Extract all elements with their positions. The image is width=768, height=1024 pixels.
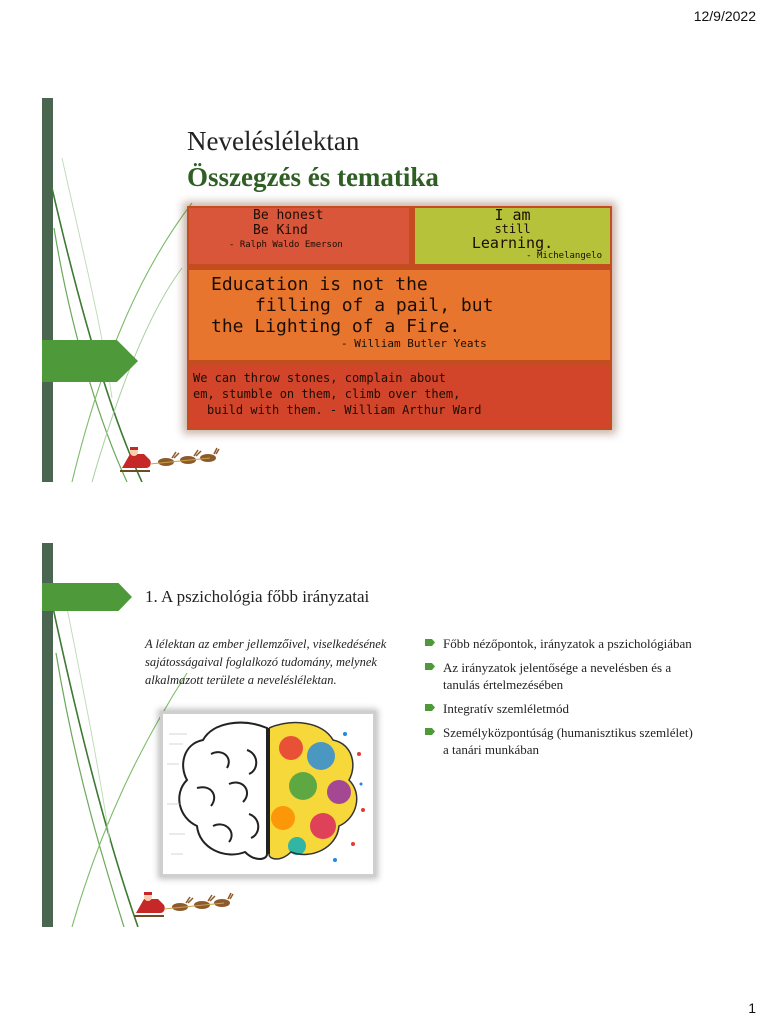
arrow-bullet-icon xyxy=(425,639,435,646)
santa-sleigh-icon xyxy=(134,889,234,921)
page-number: 1 xyxy=(748,1000,756,1016)
quote-box-ward: We can throw stones, complain about em, stumble on them, climb over them, build with them. - William Arthur Ward xyxy=(189,366,610,428)
slide-2 xyxy=(42,543,728,927)
slide-subtitle: Összegzés és tematika xyxy=(187,162,439,192)
date-label: 12/9/2022 xyxy=(693,8,756,24)
list-item: Integratív szemléletmód xyxy=(425,700,695,717)
slide-1 xyxy=(42,98,728,482)
slide-title: 1. A pszichológia főbb irányzatai xyxy=(145,587,370,606)
slide-body-text: A lélektan az ember jellemzőivel, viselkedésének sajátosságaival foglalkozó tudomány, melynek alkalmazott területe a neveléslélektan. xyxy=(145,637,387,687)
list-item: Személyközpontúság (humanisztikus szemlélet) a tanári munkában xyxy=(425,724,695,758)
brain-image xyxy=(160,711,376,877)
bullet-list xyxy=(425,635,695,765)
arrow-bullet-icon xyxy=(425,663,435,670)
quote-box-michelangelo: I am still Learning. - Michelangelo xyxy=(415,208,610,264)
arrow-tab xyxy=(42,583,132,611)
quote-image xyxy=(187,206,612,430)
list-item: Az irányzatok jelentősége a nevelésben és a tanulás értelmezésében xyxy=(425,659,695,693)
santa-sleigh-icon xyxy=(120,444,220,476)
arrow-bullet-icon xyxy=(425,704,435,711)
arrow-bullet-icon xyxy=(425,728,435,735)
quote-box-yeats: Education is not the filling of a pail, but the Lighting of a Fire. - William Butler Yeats xyxy=(189,270,610,360)
quote-box-emerson: Be honest Be Kind - Ralph Waldo Emerson xyxy=(189,208,409,264)
decorative-swoosh xyxy=(42,98,202,482)
list-item: Főbb nézőpontok, irányzatok a pszichológiában xyxy=(425,635,695,652)
slide-title: Neveléslélektan xyxy=(187,126,360,156)
